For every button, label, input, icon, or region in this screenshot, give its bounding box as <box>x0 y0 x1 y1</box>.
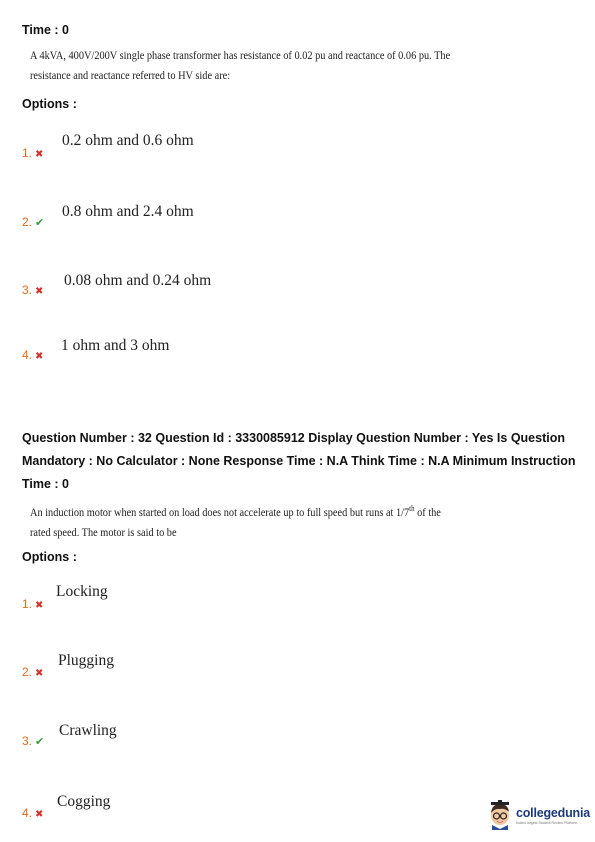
wrong-icon: ✖ <box>35 149 44 160</box>
q2-option-3-number: 3. ✔ <box>22 734 45 748</box>
wrong-icon: ✖ <box>35 809 44 820</box>
q1-question-line-2: resistance and reactance referred to HV side are: <box>30 68 231 82</box>
student-mascot-icon <box>487 800 513 830</box>
collegedunia-logo[interactable] <box>487 800 590 830</box>
logo-name: collegedunia <box>516 805 591 820</box>
q1-option-1-text: 0.2 ohm and 0.6 ohm <box>62 132 194 149</box>
checkmark-icon: ✔ <box>35 736 45 748</box>
q2-header-line-1: Question Number : 32 Question Id : 3330085912 Display Question Number : Yes Is Question <box>22 431 565 445</box>
q1-time: Time : 0 <box>22 23 70 37</box>
q2-time: Time : 0 <box>22 477 70 491</box>
wrong-icon: ✖ <box>35 286 44 297</box>
q2-option-1-text: Locking <box>56 583 108 600</box>
q1-option-3-number: 3. ✖ <box>22 283 44 297</box>
q1-question-line-1: A 4kVA, 400V/200V single phase transformer has resistance of 0.02 pu and reactance of 0.06 pu. The <box>30 48 451 62</box>
q2-options-label: Options : <box>22 550 77 564</box>
q1-question-text <box>30 45 450 85</box>
q2-question-line-2: rated speed. The motor is said to be <box>30 525 177 539</box>
wrong-icon: ✖ <box>35 351 44 362</box>
q2-option-4-text: Cogging <box>57 793 111 810</box>
q2-option-3-text: Crawling <box>59 722 117 739</box>
q2-question-line-1: An induction motor when started on load does not accelerate up to full speed but runs at 1/7th of the <box>30 504 441 519</box>
q2-question-text <box>30 502 441 542</box>
wrong-icon: ✖ <box>35 668 44 679</box>
q1-options-label: Options : <box>22 97 77 111</box>
logo-tagline: India's largest Student Review Platform <box>516 820 577 825</box>
q1-option-1-number: 1. ✖ <box>22 146 44 160</box>
q2-option-2-number: 2. ✖ <box>22 665 44 679</box>
checkmark-icon: ✔ <box>35 217 45 229</box>
q1-option-4-number: 4. ✖ <box>22 348 44 362</box>
q2-option-4-number: 4. ✖ <box>22 806 44 820</box>
q1-option-2-text: 0.8 ohm and 2.4 ohm <box>62 203 194 220</box>
q1-option-4-text: 1 ohm and 3 ohm <box>61 337 170 354</box>
wrong-icon: ✖ <box>35 600 44 611</box>
q2-header-line-2: Mandatory : No Calculator : None Response Time : N.A Think Time : N.A Minimum Instruction <box>22 454 576 468</box>
q2-option-1-number: 1. ✖ <box>22 597 44 611</box>
q1-option-2-number: 2. ✔ <box>22 215 45 229</box>
q2-option-2-text: Plugging <box>58 652 114 669</box>
q1-option-3-text: 0.08 ohm and 0.24 ohm <box>64 272 212 289</box>
